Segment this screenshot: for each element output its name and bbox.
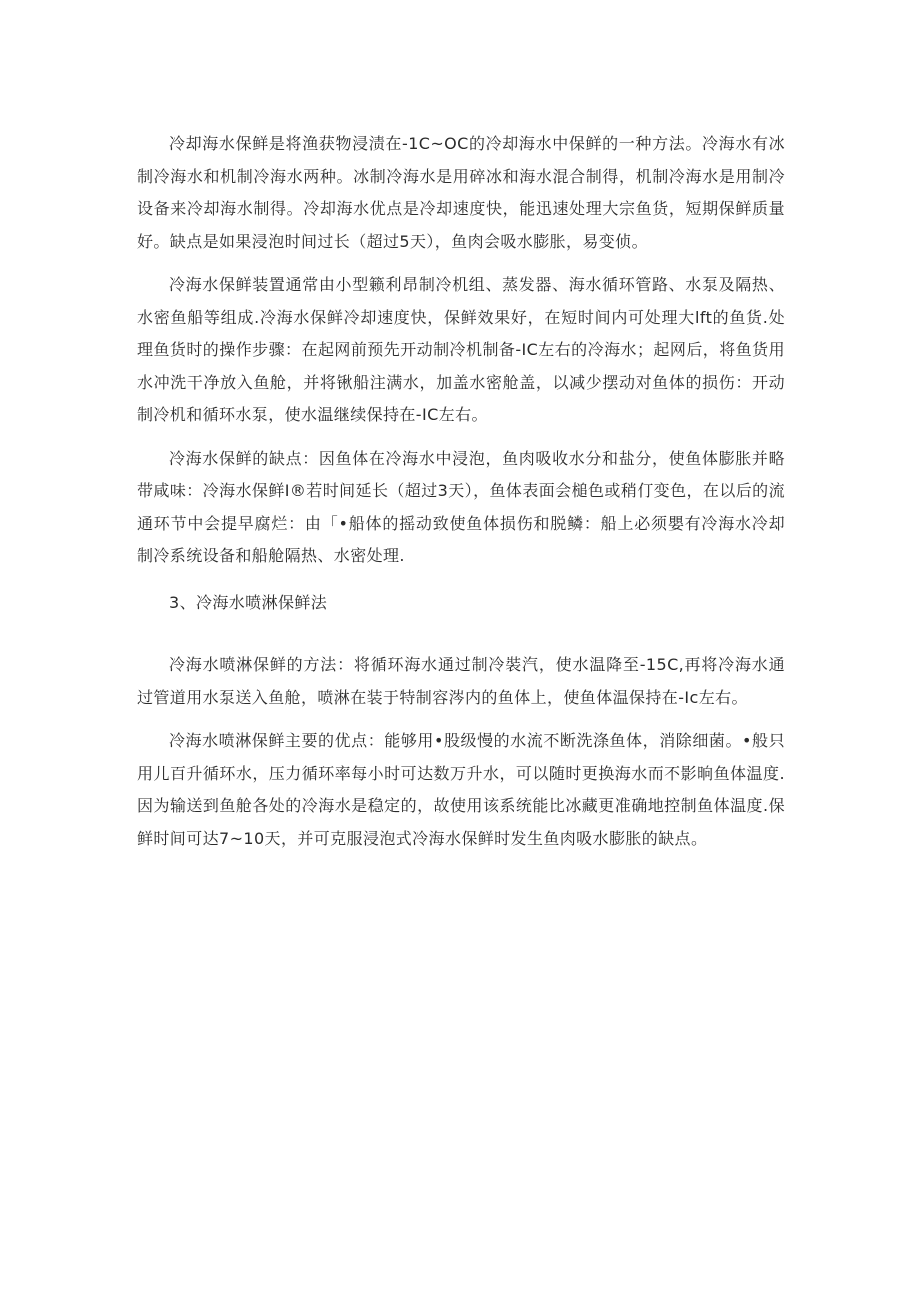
paragraph-disadvantages: 冷海水保鲜的缺点：因鱼体在冷海水中浸泡，鱼肉吸收水分和盐分，使鱼体膨胀并略带咸味：冷海水保鲜I®若时间延长（超过3天），鱼体表面会槌色或稍仃变色，在以后的流通环节中会提早腐烂：由「•船体的摇动致使鱼体损伤和脱鳞：船上必须嬰有冷海水冷却制冷系统设备和船舱隔热、水密处理. xyxy=(137,448,785,565)
paragraph-spray-advantages: 冷海水喷淋保鲜主要的优点：能够用•股级慢的水流不断洗涤鱼体，消除细菌。•般只用儿百升循环水，压力循环率每小时可达数万升水，可以随时更换海水而不影晌鱼体温度.因为输送到鱼舱各处的冷海水是稳定的，故使用该系统能比冰藏更准确地控制鱼体温度.保鲜时间可达7~10天，并可克服浸泡式冷海水保鲜时发生鱼肉吸水膨胀的缺点。 xyxy=(137,731,785,848)
paragraph-spray-method: 冷海水喷淋保鲜的方法：将循环海水通过制冷裝汽，使水温降至-15C,再将冷海水通过管道用水泵送入鱼舱，喷淋在装于特制容涔内的鱼体上，使鱼体温保持在-Ic左右。 xyxy=(137,655,785,707)
document-body xyxy=(137,128,785,866)
paragraph-equipment-and-steps: 冷海水保鲜装置通常由小型籁利昂制冷机组、蒸发器、海水循环管路、水泵及隔热、水密鱼船等组成.冷海水保鲜冷却速度快，保鲜效果好，在短时间内可处理大lft的鱼货.处理鱼货时的操作步骤：在起网前预先开动制冷机制备-IC左右的冷海水；起网后，将鱼货用水冲洗干净放入鱼舱，并将锹船注满水，加盖水密舱盖，以减少摆动对鱼体的损伤：开动制冷机和循环水泵，使水温继续保持在-IC左右。 xyxy=(137,275,785,424)
paragraph-chilled-seawater-intro: 冷却海水保鲜是将渔获物浸渍在-1C~OC的冷却海水中保鲜的一种方法。冷海水有冰制冷海水和机制冷海水两种。冰制冷海水是用碎冰和海水混合制得，机制冷海水是用制冷设备来冷却海水制得。冷却海水优点是冷却速度快，能迅速处理大宗鱼货，短期保鲜质量好。缺点是如果浸泡时间过长（超过5天），鱼肉会吸水膨胀，易变侦。 xyxy=(137,134,785,251)
section-heading-spray-method: 3、冷海水喷淋保鲜法 xyxy=(169,592,328,612)
